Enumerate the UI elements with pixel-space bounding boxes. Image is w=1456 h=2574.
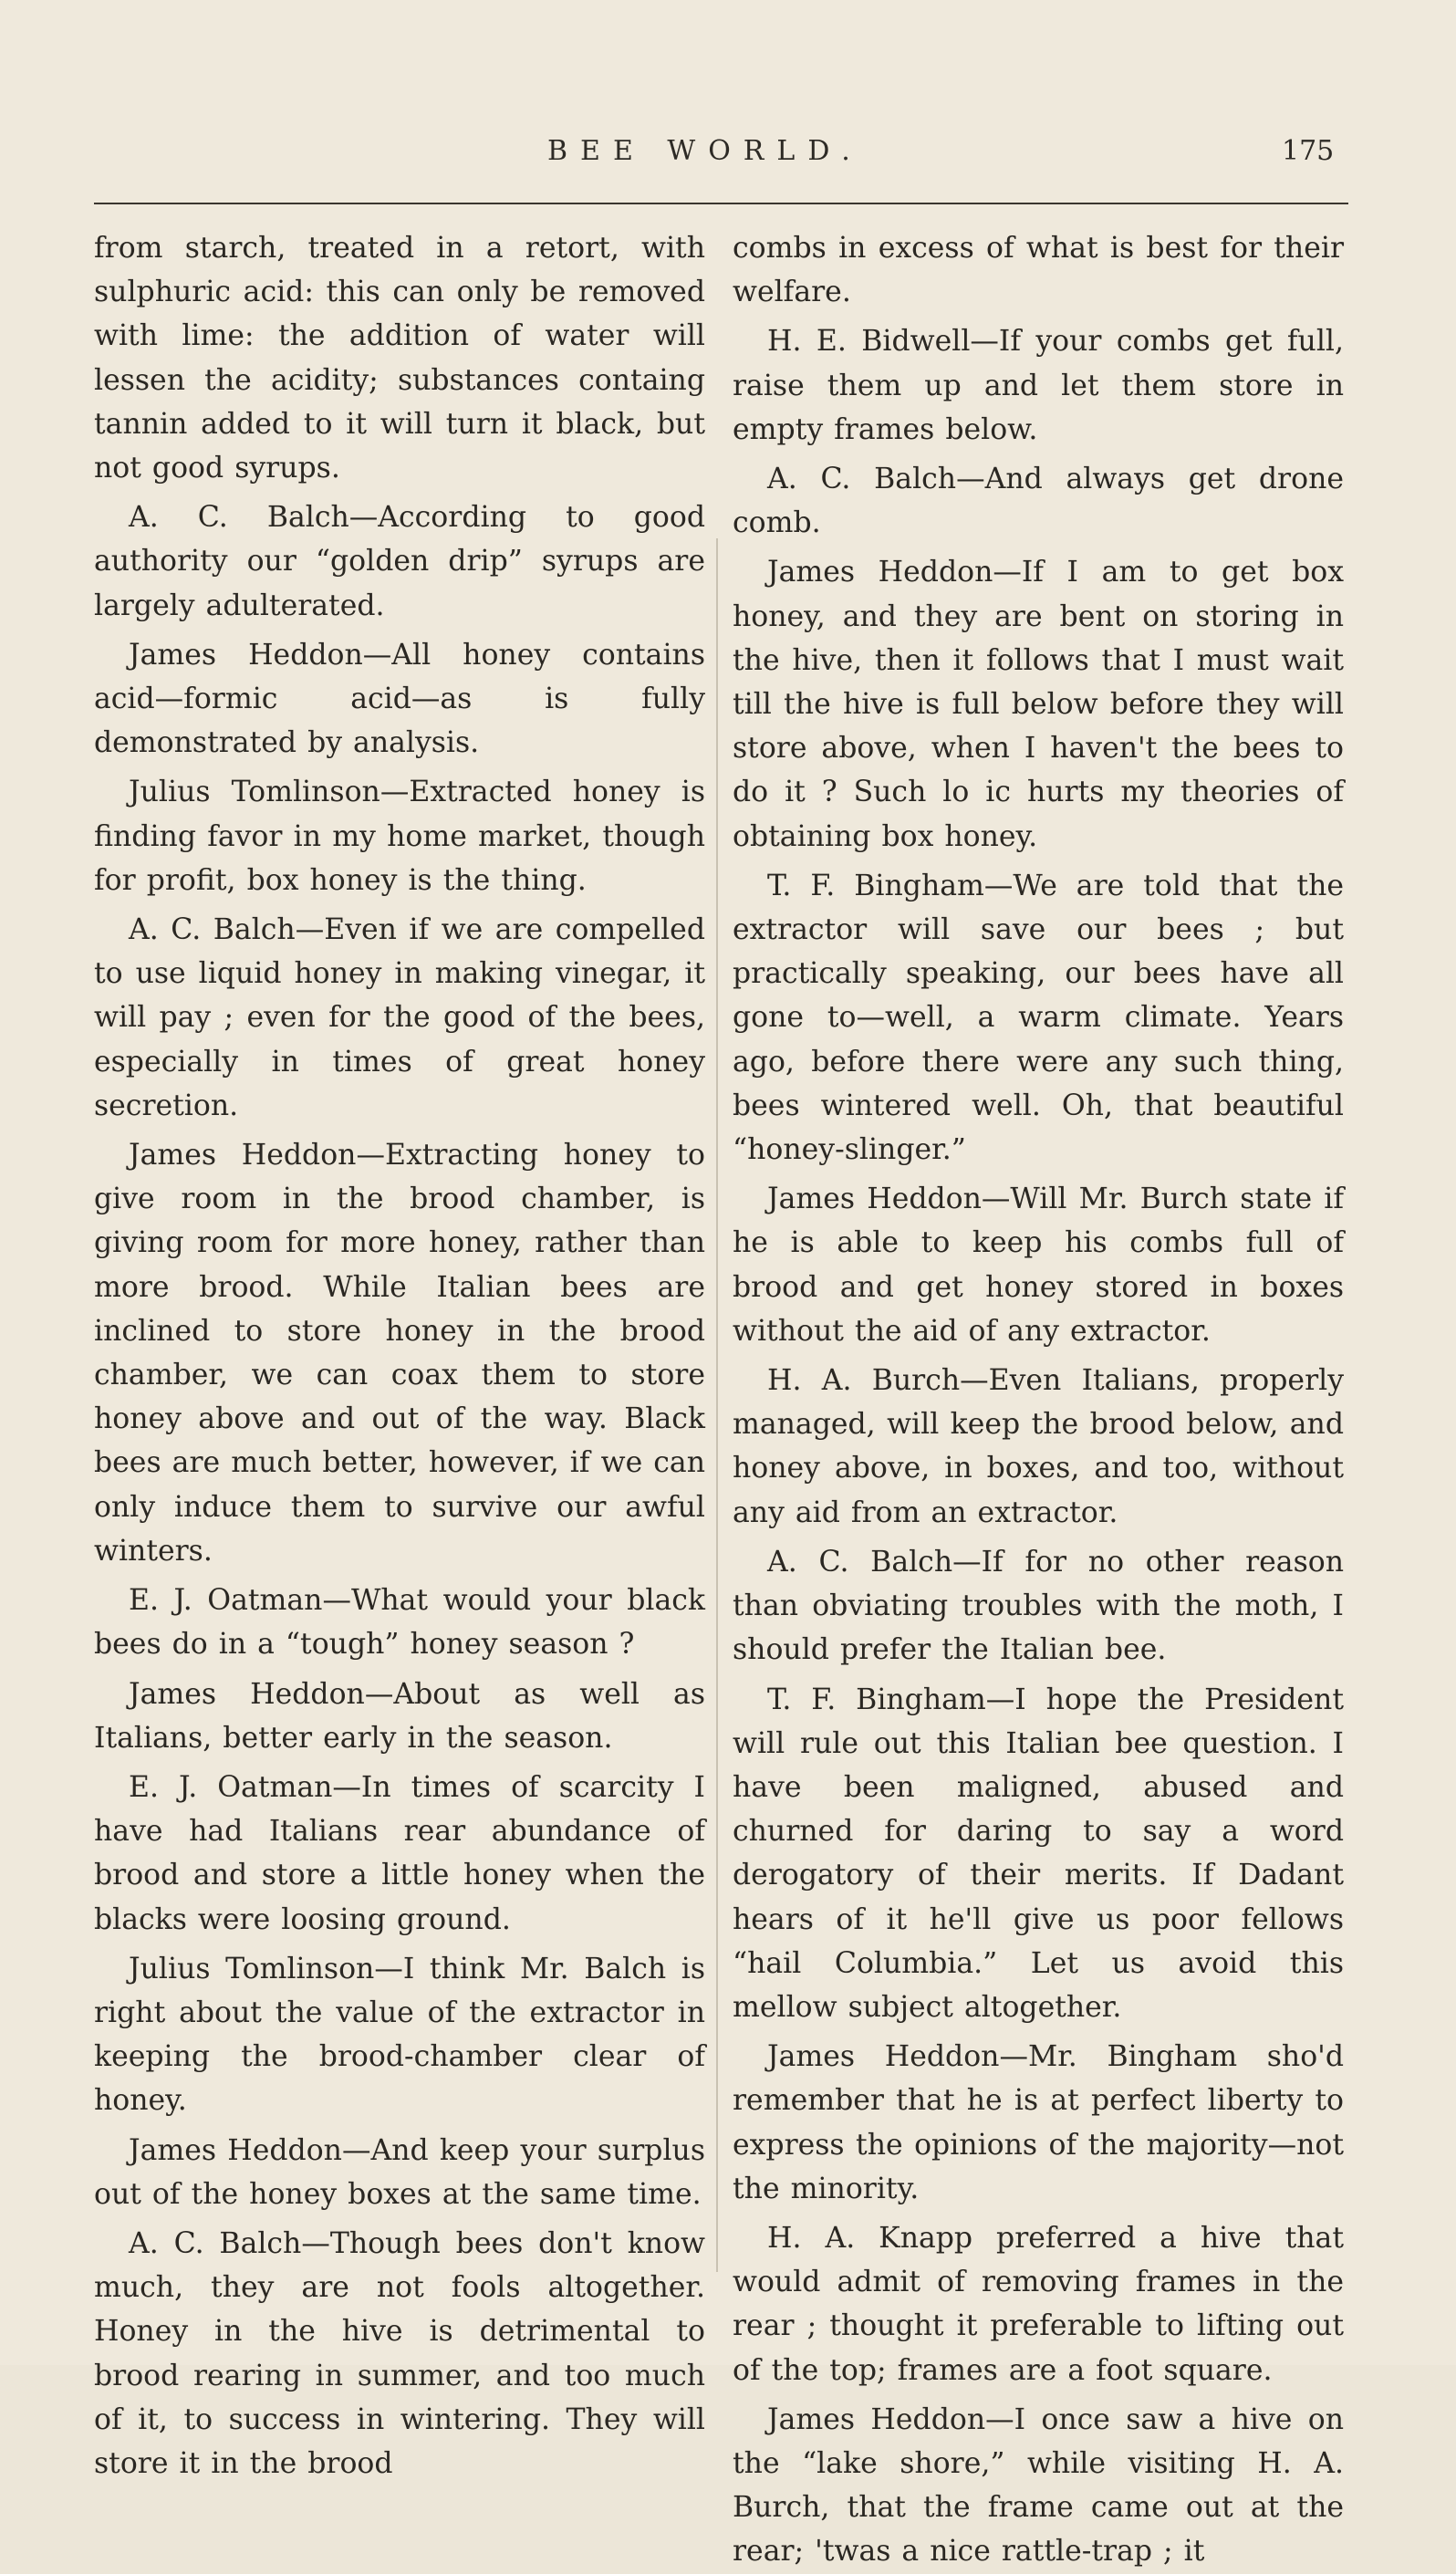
- header-rule: [94, 203, 1348, 204]
- paragraph: James Heddon—About as well as Italians, better early in the season.: [94, 1677, 705, 1755]
- page-header: [0, 135, 1456, 181]
- paragraph: James Heddon—All honey contains acid—formic acid—as is fully demonstrated by analysis.: [94, 638, 705, 760]
- paragraph: T. F. Bingham—We are told that the extractor will save our bees ; but practically speaking, our bees have all gone to—well, a warm climate. Years ago, before there were any such thing, bees wintered well. Oh, that beautiful “honey-slinger.”: [733, 869, 1344, 1167]
- paragraph: A. C. Balch—Though bees don't know much, they are not fools altogether. Honey in the hive is detrimental to brood rearing in summer, and too much of it, to success in wintering. They will store it in the brood: [94, 2226, 705, 2480]
- page-number: 175: [1282, 135, 1335, 167]
- paragraph: James Heddon—I once saw a hive on the “lake shore,” while visiting H. A. Burch, that the frame came out at the rear; 'twas a nice rattle-trap ; it: [733, 2402, 1344, 2569]
- paragraph: H. A. Knapp preferred a hive that would admit of removing frames in the rear ; thought it preferable to lifting out of the top; frames are a foot square.: [733, 2221, 1344, 2387]
- paragraph: Julius Tomlinson—Extracted honey is finding favor in my home market, though for profit, box honey is the thing.: [94, 776, 705, 897]
- paragraph: A. C. Balch—And always get drone comb.: [733, 463, 1344, 540]
- paragraph: James Heddon—And keep your surplus out of the honey boxes at the same time.: [94, 2133, 705, 2211]
- running-title: BEE WORLD.: [547, 135, 863, 167]
- paragraph: from starch, treated in a retort, with sulphuric acid: this can only be removed with lime: the addition of water will lessen the acidity; substances containg tannin added to it will turn it black, but not good syrups.: [94, 232, 705, 485]
- paragraph: James Heddon—Will Mr. Burch state if he is able to keep his combs full of brood and get honey stored in boxes without the aid of any extractor.: [733, 1183, 1344, 1348]
- right-column: [733, 226, 1344, 2569]
- paragraph: H. A. Burch—Even Italians, properly managed, will keep the brood below, and honey above, in boxes, and too, without any aid from an extractor.: [733, 1364, 1344, 1529]
- paragraph: Julius Tomlinson—I think Mr. Balch is right about the value of the extractor in keeping the brood-chamber clear of honey.: [94, 1952, 705, 2118]
- paragraph: James Heddon—Mr. Bingham sho'd remember that he is at perfect liberty to express the opinions of the majority—not the minority.: [733, 2040, 1344, 2205]
- paragraph: E. J. Oatman—What would your black bees do in a “tough” honey season ?: [94, 1584, 705, 1662]
- paragraph: A. C. Balch—Even if we are compelled to use liquid honey in making vinegar, it will pay ; even for the good of the bees, especially in times of great honey secretion.: [94, 913, 705, 1122]
- paragraph: combs in excess of what is best for their welfare.: [733, 232, 1344, 309]
- paragraph: T. F. Bingham—I hope the President will rule out this Italian bee question. I have been maligned, abused and churned for daring to say a word derogatory of their merits. If Dadant hears of it he'll give us poor fellows “hail Columbia.” Let us avoid this mellow subject altogether.: [733, 1683, 1344, 2024]
- left-column: [94, 226, 705, 2480]
- paragraph: James Heddon—If I am to get box honey, and they are bent on storing in the hive, then it follows that I must wait till the hive is full below before they will store above, when I haven't the bees to do it ? Such lo ic hurts my theories of obtaining box honey.: [733, 556, 1344, 853]
- paragraph: H. E. Bidwell—If your combs get full, raise them up and let them store in empty frames below.: [733, 325, 1344, 446]
- paragraph: E. J. Oatman—In times of scarcity I have had Italians rear abundance of brood and store a little honey when the blacks were loosing ground.: [94, 1770, 705, 1936]
- paragraph: A. C. Balch—If for no other reason than obviating troubles with the moth, I should prefer the Italian bee.: [733, 1545, 1344, 1667]
- paragraph: James Heddon—Extracting honey to give room in the brood chamber, is giving room for more honey, rather than more brood. While Italian bees are inclined to store honey in the brood chamber, we can coax them to store honey above and out of the way. Black bees are much better, however, if we can only induce them to survive our awful winters.: [94, 1139, 705, 1568]
- paragraph: A. C. Balch—According to good authority our “golden drip” syrups are largely adulterated.: [94, 501, 705, 622]
- column-divider: [716, 538, 718, 2272]
